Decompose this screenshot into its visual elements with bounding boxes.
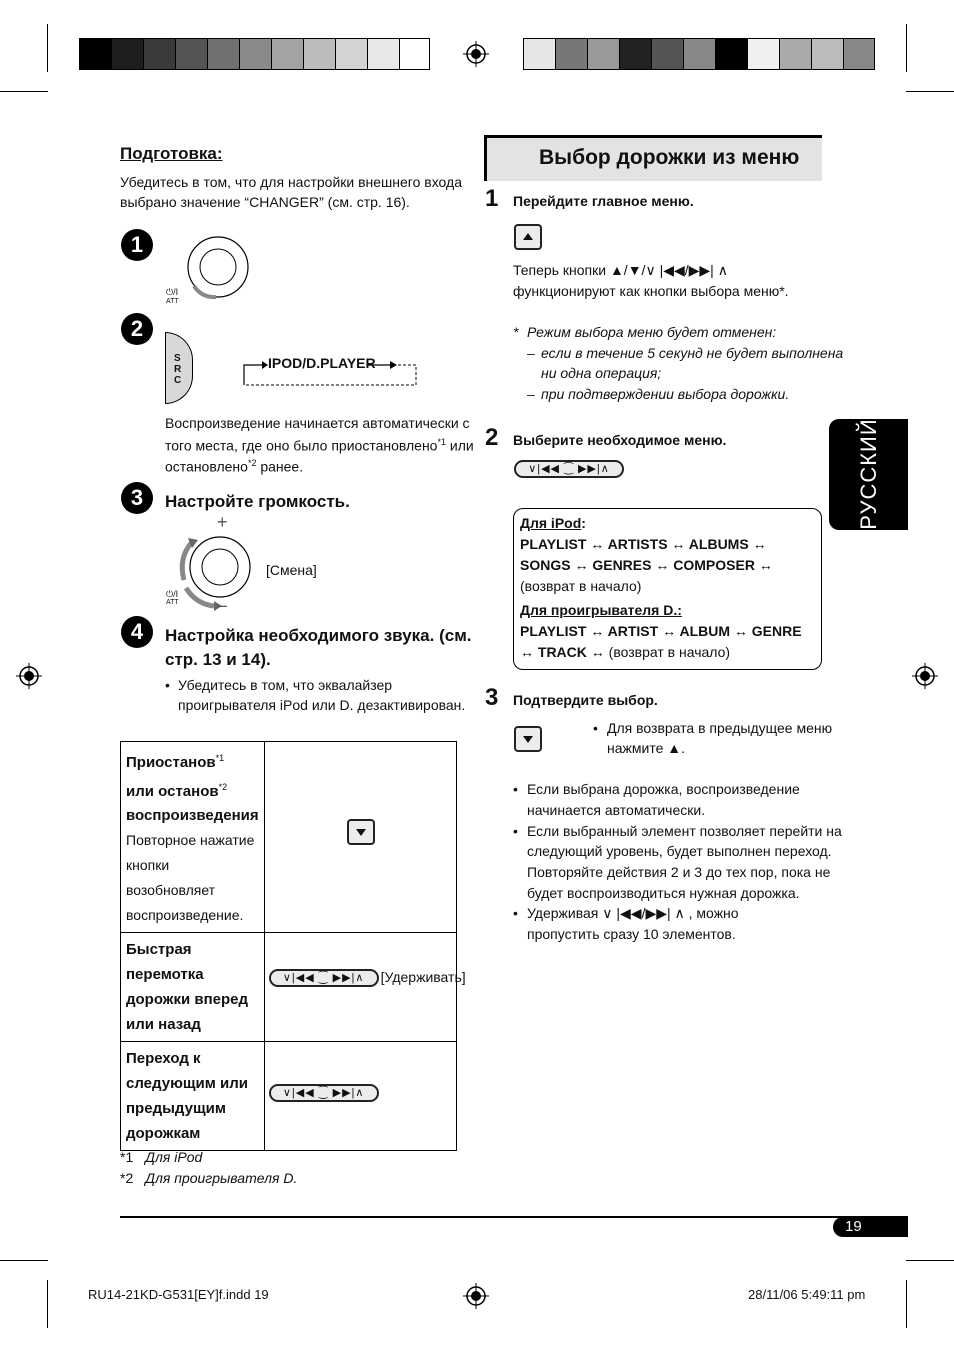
step4-bullet-line: Убедитесь в том, что эквалайзер — [178, 677, 393, 693]
bullet-dot: • — [593, 720, 598, 736]
note-dash: – — [527, 386, 535, 402]
step4-title-line: Настройка необходимого звука. (см. — [165, 626, 472, 645]
step3-title: Настройте громкость. — [165, 492, 350, 511]
row1-description: Повторное нажатие кнопки возобновляет воспроизведение. — [126, 832, 255, 923]
step2-text-line: Воспроизведение начинается автоматически с — [165, 415, 470, 431]
step2-text-line: остановлено$^{*2}$ ранее. — [165, 458, 304, 475]
src-label: SRC — [174, 353, 182, 386]
footer-file: RU14-21KD-G531[EY]f.indd 19 — [88, 1287, 269, 1302]
src-button[interactable] — [165, 332, 193, 404]
note-line: Режим выбора меню будет отменен: — [527, 324, 777, 340]
info-bullet-line: Повторяйте действия 2 и 3 до тех пор, пока не — [527, 864, 831, 880]
table-cell-control — [264, 933, 466, 1042]
registration-mark-icon — [463, 41, 489, 67]
registration-mark-icon — [912, 663, 938, 689]
note-line: ни одна операция; — [541, 365, 662, 381]
note-line: если в течение 5 секунд не будет выполнена — [541, 345, 844, 361]
note-line: при подтверждении выбора дорожки. — [541, 386, 790, 402]
crop-mark — [906, 91, 954, 92]
table-row — [121, 933, 457, 1042]
menu-step-3-bullet: нажмите ▲. — [607, 740, 686, 756]
info-bullet-line: Если выбрана дорожка, воспроизведение — [527, 781, 800, 797]
bullet-dot: • — [513, 905, 518, 921]
menu-step-3-bullet: Для возврата в предыдущее меню — [607, 720, 833, 736]
section-title: Выбор дорожки из меню — [539, 146, 800, 169]
down-arrow-icon — [523, 736, 533, 743]
change-label: [Смена] — [266, 562, 317, 578]
info-bullet-line: Удерживая ∨ |◀◀/▶▶| ∧ , можно — [527, 905, 739, 921]
skip-rocker-button[interactable]: ∨|◀◀ ⁐ ▶▶|∧ — [514, 460, 624, 478]
crop-mark — [0, 1260, 48, 1261]
crop-mark — [906, 24, 907, 72]
step4-bullet-line: проигрывателя iPod или D. дезактивирован. — [178, 697, 466, 713]
language-tab — [829, 419, 908, 530]
hold-label: [Удерживать] — [380, 969, 466, 985]
ipod-menu-line: SONGS ↔ GENRES ↔ COMPOSER ↔ — [520, 557, 773, 573]
d-player-menu-line: ↔ TRACK ↔ (возврат в начало) — [520, 644, 731, 660]
table-row — [121, 1042, 457, 1151]
registration-mark-icon — [463, 1283, 489, 1309]
info-bullet-line: будет воспроизводиться нужная дорожка. — [527, 885, 800, 901]
page-number: 19 — [845, 1218, 862, 1235]
table-cell-control — [264, 1042, 456, 1151]
language-tab-label: РУССКИЙ — [856, 418, 881, 530]
info-bullet-line: начинается автоматически. — [527, 802, 706, 818]
footnote-2: *2 Для проигрывателя D. — [120, 1170, 298, 1186]
down-button[interactable] — [347, 819, 375, 845]
crop-mark — [906, 1280, 907, 1328]
power-label: ⏻/I — [166, 589, 179, 599]
att-label: ATT — [166, 298, 179, 305]
table-cell-title: Приостанов$^{*1}$ или останов$^{*2}$ воспроизведения Повторное нажатие кнопки возобновляет воспроизведение. — [121, 742, 265, 933]
info-bullet-line: пропустить сразу 10 элементов. — [527, 926, 736, 942]
menu-step-1-text: Теперь кнопки ▲/▼/∨ |◀◀/▶▶| ∧ — [513, 262, 728, 278]
menu-step-1-text: функционируют как кнопки выбора меню*. — [513, 283, 789, 299]
section-title-bar — [484, 135, 822, 181]
step-2-number: 2 — [121, 313, 153, 345]
row2-title: Быстрая перемотка дорожки вперед или назад — [121, 933, 265, 1042]
prep-heading: Подготовка: — [120, 144, 223, 163]
row3-title: Переход к следующим или предыдущим дорожкам — [121, 1042, 265, 1151]
note-star: * — [513, 324, 519, 340]
prep-text-line: выбрано значение “CHANGER” (см. стр. 16). — [120, 194, 410, 210]
footnote-1: *1 Для iPod — [120, 1149, 203, 1165]
step-3-number: 3 — [121, 482, 153, 514]
volume-plus-label: + — [217, 512, 228, 532]
menu-step-1-title: Перейдите главное меню. — [513, 193, 694, 209]
crop-mark — [47, 24, 48, 72]
ipod-menu-label: Для iPod: — [520, 515, 586, 531]
power-label: ⏻/I — [166, 287, 179, 297]
step4-bullet-dot: • — [165, 677, 170, 693]
bullet-dot: • — [513, 823, 518, 839]
volume-knob-icon[interactable] — [170, 518, 260, 616]
step-4-number: 4 — [121, 616, 153, 648]
crop-mark — [906, 1260, 954, 1261]
menu-step-2-number: 2 — [485, 424, 499, 451]
down-arrow-icon — [356, 829, 366, 836]
menu-step-3-title: Подтвердите выбор. — [513, 692, 658, 708]
ipod-menu-line: PLAYLIST ↔ ARTISTS ↔ ALBUMS ↔ — [520, 536, 767, 552]
menu-hierarchy-box — [513, 508, 822, 670]
info-bullet-line: следующий уровень, будет выполнен переход. — [527, 843, 832, 859]
crop-mark — [0, 91, 48, 92]
registration-mark-icon — [16, 663, 42, 689]
info-bullet-line: Если выбранный элемент позволяет перейти на — [527, 823, 842, 839]
page-number-tab — [833, 1217, 908, 1237]
step2-text-line: того места, где оно было приостановлено$^{*1}$ или — [165, 437, 474, 454]
crop-mark — [47, 1280, 48, 1328]
up-arrow-icon — [523, 233, 533, 240]
menu-step-2-title: Выберите необходимое меню. — [513, 432, 727, 448]
bottom-rule — [120, 1216, 908, 1218]
table-cell-control — [264, 742, 456, 933]
bullet-dot: • — [513, 781, 518, 797]
ipod-dplayer-label: IPOD/D.PLAYER — [268, 355, 376, 371]
menu-step-1-number: 1 — [485, 185, 499, 212]
att-label: ATT — [166, 599, 179, 606]
up-button[interactable] — [514, 224, 542, 250]
table-row — [121, 742, 457, 933]
skip-rocker-button[interactable]: ∨|◀◀ ⁐ ▶▶|∧ — [269, 969, 379, 987]
step4-title-line: стр. 13 и 14). — [165, 650, 271, 669]
step-1-number: 1 — [121, 229, 153, 261]
skip-rocker-button[interactable]: ∨|◀◀ ⁐ ▶▶|∧ — [269, 1084, 379, 1102]
down-button[interactable] — [514, 726, 542, 752]
ipod-menu-line: (возврат в начало) — [520, 578, 642, 594]
operations-table — [120, 741, 466, 1151]
footer-datetime: 28/11/06 5:49:11 pm — [748, 1287, 866, 1302]
d-player-menu-label: Для проигрывателя D.: — [520, 602, 682, 618]
volume-minus-label: – — [217, 595, 228, 615]
note-dash: – — [527, 345, 535, 361]
menu-step-3-number: 3 — [485, 684, 499, 711]
d-player-menu-line: PLAYLIST ↔ ARTIST ↔ ALBUM ↔ GENRE — [520, 623, 802, 639]
prep-text-line: Убедитесь в том, что для настройки внешнего входа — [120, 174, 462, 190]
